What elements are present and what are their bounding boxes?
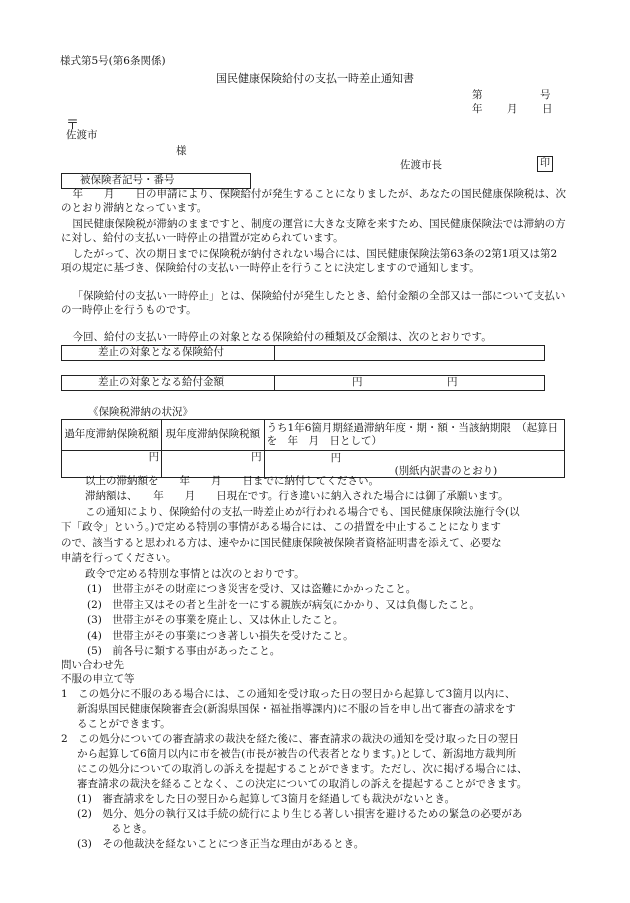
table-row <box>62 451 565 478</box>
postal-mark: 〒 <box>66 118 80 133</box>
insured-number-box <box>61 173 251 189</box>
list-item: (1) 世帯主がその財産につき災害を受け、又は盗難にかかったこと。 <box>87 583 417 595</box>
list-item: (4) 世帯主がその事業につき著しい損失を受けたこと。 <box>87 630 354 642</box>
date-month: 月 <box>507 103 518 115</box>
detail-note: (別紙内訳書のとおり) <box>394 465 498 477</box>
suspended-amount-row <box>61 375 545 391</box>
list-item: (3) 世帯主がその事業を廃止し、又は休止したこと。 <box>87 614 344 626</box>
yen-unit: 円 <box>447 376 458 388</box>
suspended-benefit-type-label: 差止の対象となる保険給付 <box>98 346 224 358</box>
body-line: 申請を行ってください。 <box>61 552 177 564</box>
body-line: 政令で定める特別な事情とは次のとおりです。 <box>85 568 305 580</box>
number-suffix: 号 <box>540 89 551 101</box>
date-year: 年 <box>472 103 483 115</box>
document-title: 国民健康保険給付の支払一時差止通知書 <box>216 72 414 85</box>
addressee-honorific: 様 <box>176 145 187 157</box>
body-line: 滞納額は、 年 月 日現在です。行き違いに納入された場合には御了承願います。 <box>85 490 509 502</box>
paragraph-2: 国民健康保険税が滞納のままですと、制度の運営に大きな支障を来すため、国民健康保険法では滞納の方に対し、給付の支払い一時停止の措置が定められています。 <box>61 218 566 244</box>
list-item: (1) 審査請求をした日の翌日から起算して3箇月を経過しても裁決がないとき。 <box>77 793 456 805</box>
list-item: (3) その他裁決を経ないことにつき正当な理由があるとき。 <box>77 838 365 850</box>
seal-box: 印 <box>537 156 553 172</box>
body-line: ので、該当すると思われる方は、速やかに国民健康保険被保険者資格証明書を添えて、必要な <box>61 537 502 549</box>
header-cell: 現年度滞納保険税額 <box>162 420 264 451</box>
addressee-city: 佐渡市 <box>66 129 98 141</box>
yen-unit: 円 <box>330 452 342 464</box>
list-item: (2) 処分、処分の執行又は手続の続行により生じる著しい損害を避けるための緊急の必要があ <box>77 808 523 820</box>
appeal-heading: 不服の申立て等 <box>61 673 135 685</box>
suspended-amount-label: 差止の対象となる給付金額 <box>98 376 224 388</box>
paragraph-5: 今回、給付の支払い一時停止の対象となる保険給付の種類及び金額は、次のとおりです。 <box>72 331 492 343</box>
body-line: 2 この処分についての審査請求の裁決を経た後に、審査請求の裁決の通知を受け取った日の翌日 <box>61 733 519 745</box>
yen-unit: 円 <box>352 376 363 388</box>
paragraph-3: したがって、次の期日までに保険税が納付されない場合には、国民健康保険法第63条の2第1項又は第2項の規定に基づき、保険給付の支払い一時停止を行うことに決定しますので通知します。 <box>61 248 558 274</box>
body-line: この通知により、保険給付の支払一時差止めが行われる場合でも、国民健康保険法施行令(以 <box>85 506 520 518</box>
body-line: 下「政令」という。)で定める特別の事情がある場合には、この措置を中止することになります <box>61 521 501 533</box>
insured-number-label: 被保険者記号・番号 <box>80 174 175 186</box>
body-line: るとき。 <box>111 823 153 835</box>
sender-mayor: 佐渡市長 <box>400 159 442 171</box>
body-line: にこの処分についての取消しの訴えを提起することができます。ただし、次に掲げる場合には、 <box>77 763 528 775</box>
header-cell: うち1年6箇月期経過滞納年度・期・額・当該納期限 （起算日を 年 月 日として） <box>264 420 564 451</box>
list-item: (5) 前各号に類する事由があったこと。 <box>87 645 281 657</box>
value-cell: 円 <box>162 451 264 478</box>
paragraph-1: 年 月 日の申請により、保険給付が発生することになりましたが、あなたの国民健康保険税は、次のとおり滞納となっています。 <box>61 188 567 214</box>
header-cell: 過年度滞納保険税額 <box>62 420 162 451</box>
number-prefix: 第 <box>472 89 483 101</box>
body-line: ることができます。 <box>77 718 171 730</box>
value-cell <box>264 451 564 478</box>
body-line: 以上の滞納額を 年 月 日までに納付してください。 <box>85 475 379 487</box>
date-day: 日 <box>542 103 553 115</box>
arrears-title: 《保険税滞納の状況》 <box>88 406 193 418</box>
list-item: (2) 世帯主又はその者と生計を一にする親族が病気にかかり、又は負傷したこと。 <box>87 599 480 611</box>
value-cell: 円 <box>62 451 162 478</box>
suspended-benefit-type-row <box>61 345 545 361</box>
arrears-table <box>61 419 565 478</box>
body-line: 審査請求の裁決を経ることなく、この決定についての取消しの訴えを提起することができます。 <box>77 778 528 790</box>
contact-heading: 問い合わせ先 <box>61 659 124 671</box>
paragraph-4: 「保険給付の支払い一時停止」とは、保険給付が発生したとき、給付金額の全部又は一部について支払いの一時停止を行うものです。 <box>61 290 566 316</box>
body-line: 新潟県国民健康保険審査会(新潟県国保・福祉指導課内)に不服の旨を申し出て審査の請求をす <box>77 703 516 715</box>
body-line: 1 この処分に不服のある場合には、この通知を受け取った日の翌日から起算して3箇月以内に、 <box>61 688 516 700</box>
table-row <box>62 420 565 451</box>
form-number: 様式第5号(第6条関係) <box>60 55 166 67</box>
body-line: から起算して6箇月以内に市を被告(市長が被告の代表者となります。)として、新潟地方裁判所 <box>77 748 517 760</box>
